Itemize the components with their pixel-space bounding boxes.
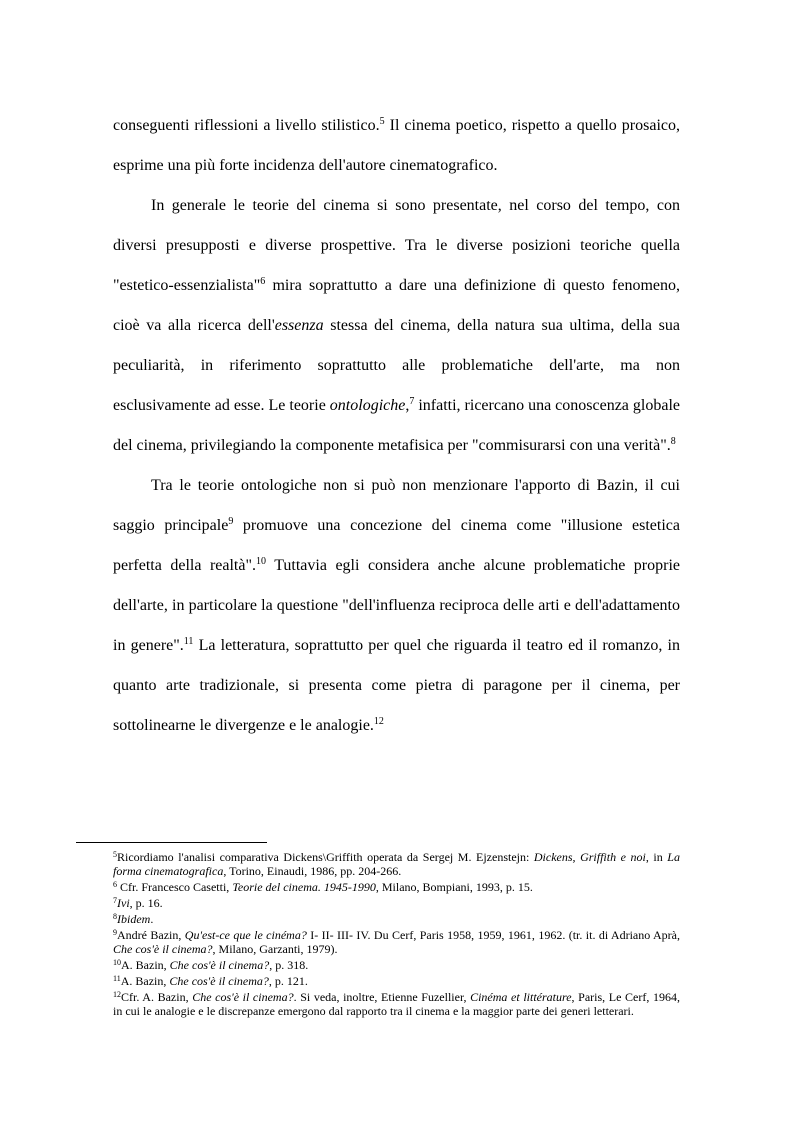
footnote-ref: 12 [373, 716, 384, 727]
text-run: , Paris, Le Cerf, 1964, in cui le analogie e le discrepanze emergono dal rapporto tra il cinema e la maggior parte dei generi letterari. [113, 990, 680, 1018]
text-run: , Milano, Garzanti, 1979). [212, 942, 338, 956]
text-run: Ricordiamo l'analisi comparativa Dickens\Griffith operata da Sergej M. Ejzenstejn: [117, 850, 534, 864]
text-run: , p. 16. [129, 896, 163, 910]
italic-text: Ibidem [117, 912, 151, 926]
italic-text: La forma cinematografica [113, 850, 680, 878]
paragraph [113, 106, 680, 186]
text-run: André Bazin, [117, 928, 185, 942]
text-run: , p. 318. [269, 958, 309, 972]
footnotes [113, 850, 680, 1020]
italic-text: Qu'est-ce que le cinéma? [184, 928, 307, 942]
text-run: infatti, ricercano una conoscenza globale del cinema, privilegiando la componente metafisica per "commisurarsi con una verità". [113, 397, 680, 454]
italic-text: Che cos'è il cinema? [113, 942, 213, 956]
italic-text: essenza [274, 317, 324, 334]
text-run: stessa del cinema, della natura sua ultima, della sua peculiarità, in riferimento soprattutto alle problematiche dell'arte, ma non esclusivamente ad esse. Le teorie [113, 317, 680, 414]
footnote [113, 974, 680, 988]
body-text [113, 106, 680, 746]
text-run: , Milano, Bompiani, 1993, p. 15. [375, 880, 533, 894]
footnote-ref: 9 [113, 928, 117, 937]
text-run: In generale le teorie del cinema si sono presentate, nel corso del tempo, con diversi presupposti e diverse prospettive. Tra le diverse posizioni teoriche quella "estetico-essenzialista" [113, 197, 680, 294]
footnote-ref: 10 [113, 958, 121, 967]
footnote-ref: 11 [183, 636, 194, 647]
footnote [113, 912, 680, 926]
footnote [113, 896, 680, 910]
text-run: Il cinema poetico, rispetto a quello prosaico, esprime una più forte incidenza dell'autore cinematografico. [113, 117, 681, 174]
footnote-ref: 6 [113, 880, 117, 889]
italic-text: Ivi [117, 896, 130, 910]
italic-text: Cinéma et littérature [470, 990, 572, 1004]
text-run: , p. 121. [268, 974, 308, 988]
paragraph [113, 466, 680, 746]
footnote-ref: 8 [113, 912, 117, 921]
text-run: mira soprattutto a dare una definizione di questo fenomeno, cioè va alla ricerca dell' [113, 277, 680, 334]
footnote-ref: 10 [256, 556, 266, 567]
footnote-ref: 7 [113, 896, 117, 905]
footnote [113, 990, 680, 1018]
text-run: promuove una concezione del cinema come "illusione estetica perfetta della realtà". [113, 517, 680, 574]
text-run: , [405, 397, 410, 414]
footnote-ref: 7 [409, 396, 415, 407]
text-run: A. Bazin, [120, 974, 170, 988]
text-run: , in [645, 850, 668, 864]
footnote-ref: 5 [379, 116, 385, 127]
text-run: , Torino, Einaudi, 1986, pp. 204-266. [223, 864, 402, 878]
text-run: Cfr. Francesco Casetti, [117, 880, 233, 894]
footnote [113, 850, 680, 878]
text-run: La letteratura, soprattutto per quel che riguarda il teatro ed il romanzo, in quanto arte tradizionale, si presenta come pietra di paragone per il cinema, per sottolinearne le divergenze e le analogie. [113, 637, 680, 734]
footnote [113, 958, 680, 972]
text-run: Tuttavia egli considera anche alcune problematiche proprie dell'arte, in particolare la questione "dell'influenza reciproca delle arti e dell'adattamento in genere". [113, 557, 681, 654]
paragraph [113, 186, 680, 466]
footnote-ref: 6 [260, 276, 266, 287]
footnote [113, 928, 680, 956]
text-run: Tra le teorie ontologiche non si può non menzionare l'apporto di Bazin, il cui saggio principale [113, 477, 680, 534]
italic-text: Che cos'è il cinema? [169, 958, 270, 972]
text-run: conseguenti riflessioni a livello stilistico. [113, 117, 380, 134]
footnote-ref: 5 [113, 850, 117, 859]
italic-text: Che cos'è il cinema? [169, 974, 269, 988]
italic-text: Teorie del cinema. 1945-1990 [232, 880, 376, 894]
footnote-ref: 12 [113, 990, 121, 999]
italic-text: Dickens, Griffith e noi [533, 850, 646, 864]
footnote-separator [76, 842, 267, 843]
text-run: Cfr. A. Bazin, [121, 990, 193, 1004]
italic-text: ontologiche [329, 397, 406, 414]
text-run: . Si veda, inoltre, Etienne Fuzellier, [293, 990, 471, 1004]
footnote-ref: 9 [228, 516, 234, 527]
footnote [113, 880, 680, 894]
footnote-ref: 8 [670, 436, 676, 447]
footnote-ref: 11 [113, 974, 121, 983]
italic-text: Che cos'è il cinema? [192, 990, 294, 1004]
text-run: I- II- III- IV. Du Cerf, Paris 1958, 1959, 1961, 1962. (tr. it. di Adriano Aprà, [306, 928, 680, 942]
text-run: A. Bazin, [121, 958, 170, 972]
text-run: . [150, 912, 154, 926]
